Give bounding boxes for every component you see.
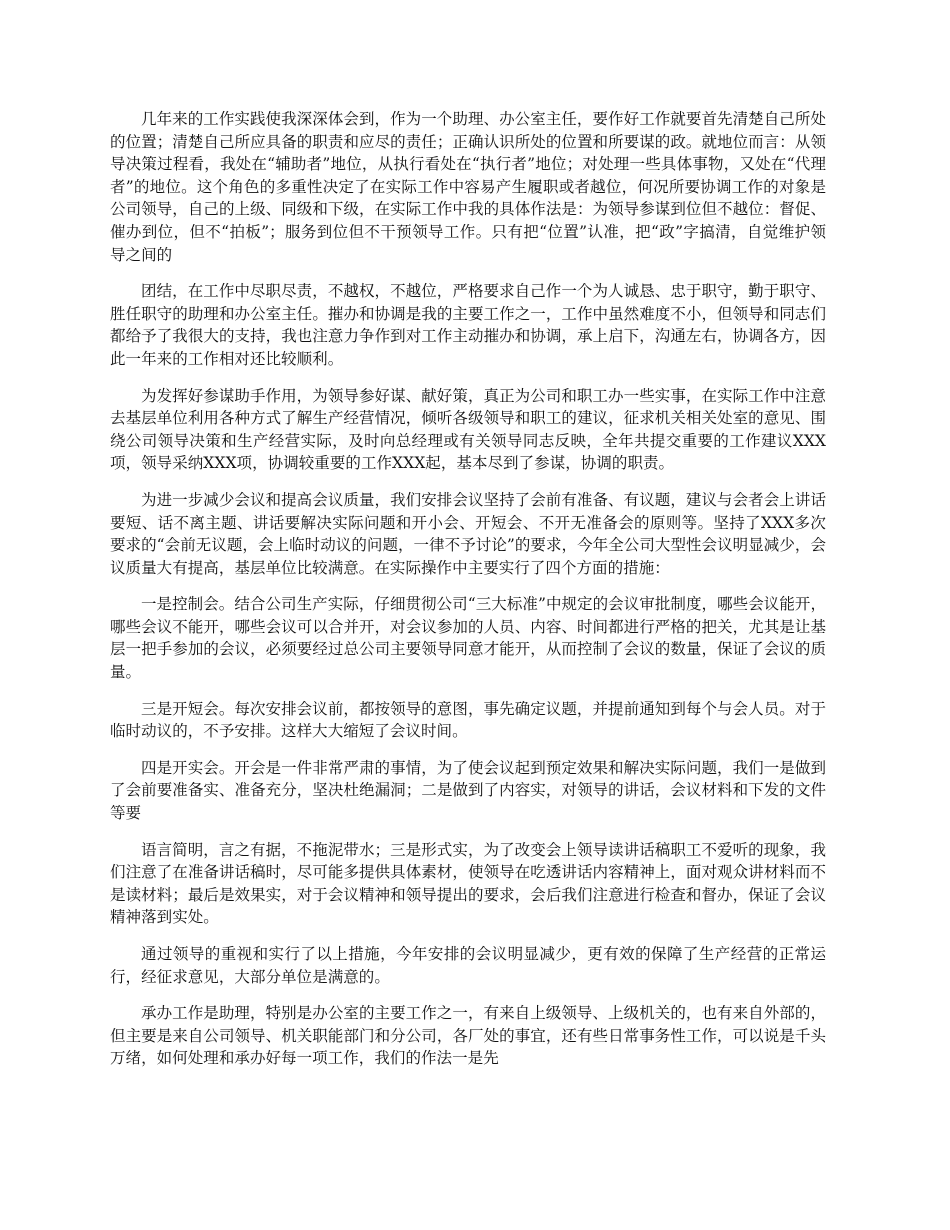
- document-body: [110, 108, 826, 1084]
- paragraph-3: 为发挥好参谋助手作用，为领导参好谋、献好策，真正为公司和职工办一些实事，在实际工作中注意去基层单位利用各种方式了解生产经营情况，倾听各级领导和职工的建议，征求机关相关处室的意见、围绕公司领导决策和生产经营实际，及时向总经理或有关领导同志反映，全年共提交重要的工作建议XXX项，领导采纳XXX项，协调较重要的工作XXX起，基本尽到了参谋，协调的职责。: [110, 386, 826, 473]
- paragraph-6: 三是开短会。每次安排会议前，都按领导的意图，事先确定议题，并提前通知到每个与会人员。对于临时动议的，不予安排。这样大大缩短了会议时间。: [110, 699, 826, 741]
- paragraph-9: 通过领导的重视和实行了以上措施，今年安排的会议明显减少，更有效的保障了生产经营的正常运行，经征求意见，大部分单位是满意的。: [110, 945, 826, 986]
- paragraph-2: 团结，在工作中尽职尽责，不越权，不越位，严格要求自己作一个为人诚恳、忠于职守，勤于职守、胜任职守的助理和办公室主任。摧办和协调是我的主要工作之一，工作中虽然难度不小，但领导和同志们都给予了我很大的支持，我也注意力争作到对工作主动摧办和协调，承上启下，沟通左右，协调各方，因此一年来的工作相对还比较顺利。: [110, 282, 826, 368]
- paragraph-8: 语言简明，言之有据，不拖泥带水；三是形式实，为了改变会上领导读讲话稿职工不爱听的现象，我们注意了在准备讲话稿时，尽可能多提供具体素材，使领导在吃透讲话内容精神上，面对观众讲材料而不是读材料；最后是效果实，对于会议精神和领导提出的要求，会后我们注意进行检查和督办，保证了会议精神落到实处。: [110, 840, 826, 927]
- paragraph-5: 一是控制会。结合公司生产实际，仔细贯彻公司“三大标准”中规定的会议审批制度，哪些会议能开，哪些会议不能开，哪些会议可以合并开，对会议参加的人员、内容、时间都进行严格的把关，尤其是让基层一把手参加的会议，必须要经过总公司主要领导同意才能开，从而控制了会议的数量，保证了会议的质量。: [110, 595, 826, 682]
- paragraph-1: 几年来的工作实践使我深深体会到，作为一个助理、办公室主任，要作好工作就要首先清楚自己所处的位置；清楚自己所应具备的职责和应尽的责任；正确认识所处的位置和所要谋的政。就地位而言：从领导决策过程看，我处在“辅助者”地位，从执行看处在“执行者”地位；对处理一些具体事物，又处在“代理者”的地位。这个角色的多重性决定了在实际工作中容易产生履职或者越位，何况所要协调工作的对象是公司领导，自己的上级、同级和下级，在实际工作中我的具体作法是：为领导参谋到位但不越位：督促、催办到位，但不“拍板”；服务到位但不干预领导工作。只有把“位置”认准，把“政”字搞清，自觉维护领导之间的: [110, 110, 826, 264]
- paragraph-7: 四是开实会。开会是一件非常严肃的事情，为了使会议起到预定效果和解决实际问题，我们一是做到了会前要准备实、准备充分，坚决杜绝漏洞；二是做到了内容实，对领导的讲话，会议材料和下发的文件等要: [110, 758, 826, 823]
- paragraph-4: 为进一步减少会议和提高会议质量，我们安排会议坚持了会前有准备、有议题，建议与会者会上讲话要短、话不离主题、讲话要解决实际问题和开小会、开短会、不开无准备会的原则等。坚持了XXX多次要求的“会前无议题，会上临时动议的问题，一律不予讨论”的要求，今年全公司大型性会议明显减少，会议质量大有提高，基层单位比较满意。在实际操作中主要实行了四个方面的措施：: [110, 490, 826, 577]
- paragraph-10: 承办工作是助理，特别是办公室的主要工作之一，有来自上级领导、上级机关的，也有来自外部的，但主要是来自公司领导、机关职能部门和分公司，各厂处的事宜，还有些日常事务性工作，可以说是千头万绪，如何处理和承办好每一项工作，我们的作法一是先: [110, 1004, 826, 1068]
